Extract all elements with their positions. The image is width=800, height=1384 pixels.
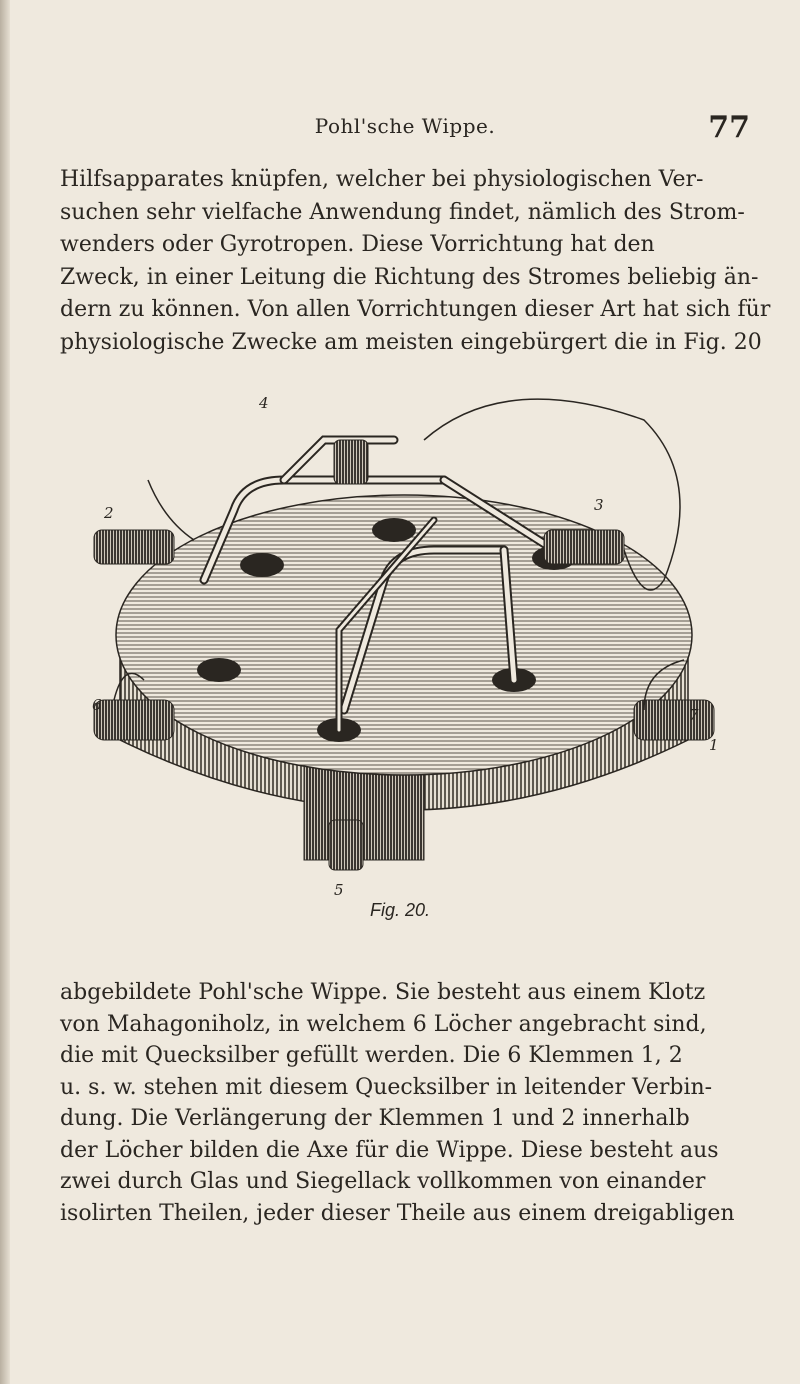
text-line: der Löcher bilden die Axe für die Wippe. Diese besteht aus [60,1137,719,1163]
text-line: Hilfsapparates knüpfen, welcher bei physiologischen Ver- [60,167,704,192]
page-binding-edge [0,0,10,1384]
paragraph-top [60,164,771,359]
text-line: u. s. w. stehen mit diesem Quecksilber in leitender Verbin- [60,1074,713,1100]
figure-label: 3 [594,496,604,514]
running-title: Pohl'sche Wippe. [314,114,496,138]
mercury-hole [372,518,416,542]
text-line: wenders oder Gyrotropen. Diese Vorrichtung hat den [60,232,655,257]
text-line: die mit Quecksilber gefüllt werden. Die 6 Klemmen 1, 2 [60,1043,683,1068]
mercury-hole [240,553,284,577]
figure-label: 6 [92,696,102,714]
figure-label: 1 [709,736,719,754]
figure-pohl-wippe [84,380,724,920]
figure-label: 5 [334,881,344,899]
paragraph-bottom [60,977,750,1229]
text-line: von Mahagoniholz, in welchem 6 Löcher angebracht sind, [60,1011,707,1037]
page-number: 77 [708,110,750,145]
page-header [60,110,750,150]
text-line: dern zu können. Von allen Vorrichtungen dieser Art hat sich für [60,297,771,322]
figure-label: 4 [259,394,269,412]
figure-label: 2 [104,504,114,522]
text-line: abgebildete Pohl'sche Wippe. Sie besteht aus einem Klotz [60,980,706,1005]
wippe-illustration [84,380,724,920]
mercury-hole [197,658,241,682]
text-line: suchen sehr vielfache Anwendung findet, nämlich des Strom- [60,199,745,225]
figure-label: 7 [689,706,699,724]
text-line: dung. Die Verlängerung der Klemmen 1 und 2 innerhalb [60,1106,690,1131]
figure-caption: Fig. 20. [369,900,431,920]
text-line: isolirten Theilen, jeder dieser Theile aus einem dreigabligen [60,1200,735,1226]
text-line: physiologische Zwecke am meisten eingebürgert die in Fig. 20 [60,329,762,355]
text-line: zwei durch Glas und Siegellack vollkommen von einander [60,1169,706,1194]
text-line: Zweck, in einer Leitung die Richtung des Stromes beliebig än- [60,264,759,290]
